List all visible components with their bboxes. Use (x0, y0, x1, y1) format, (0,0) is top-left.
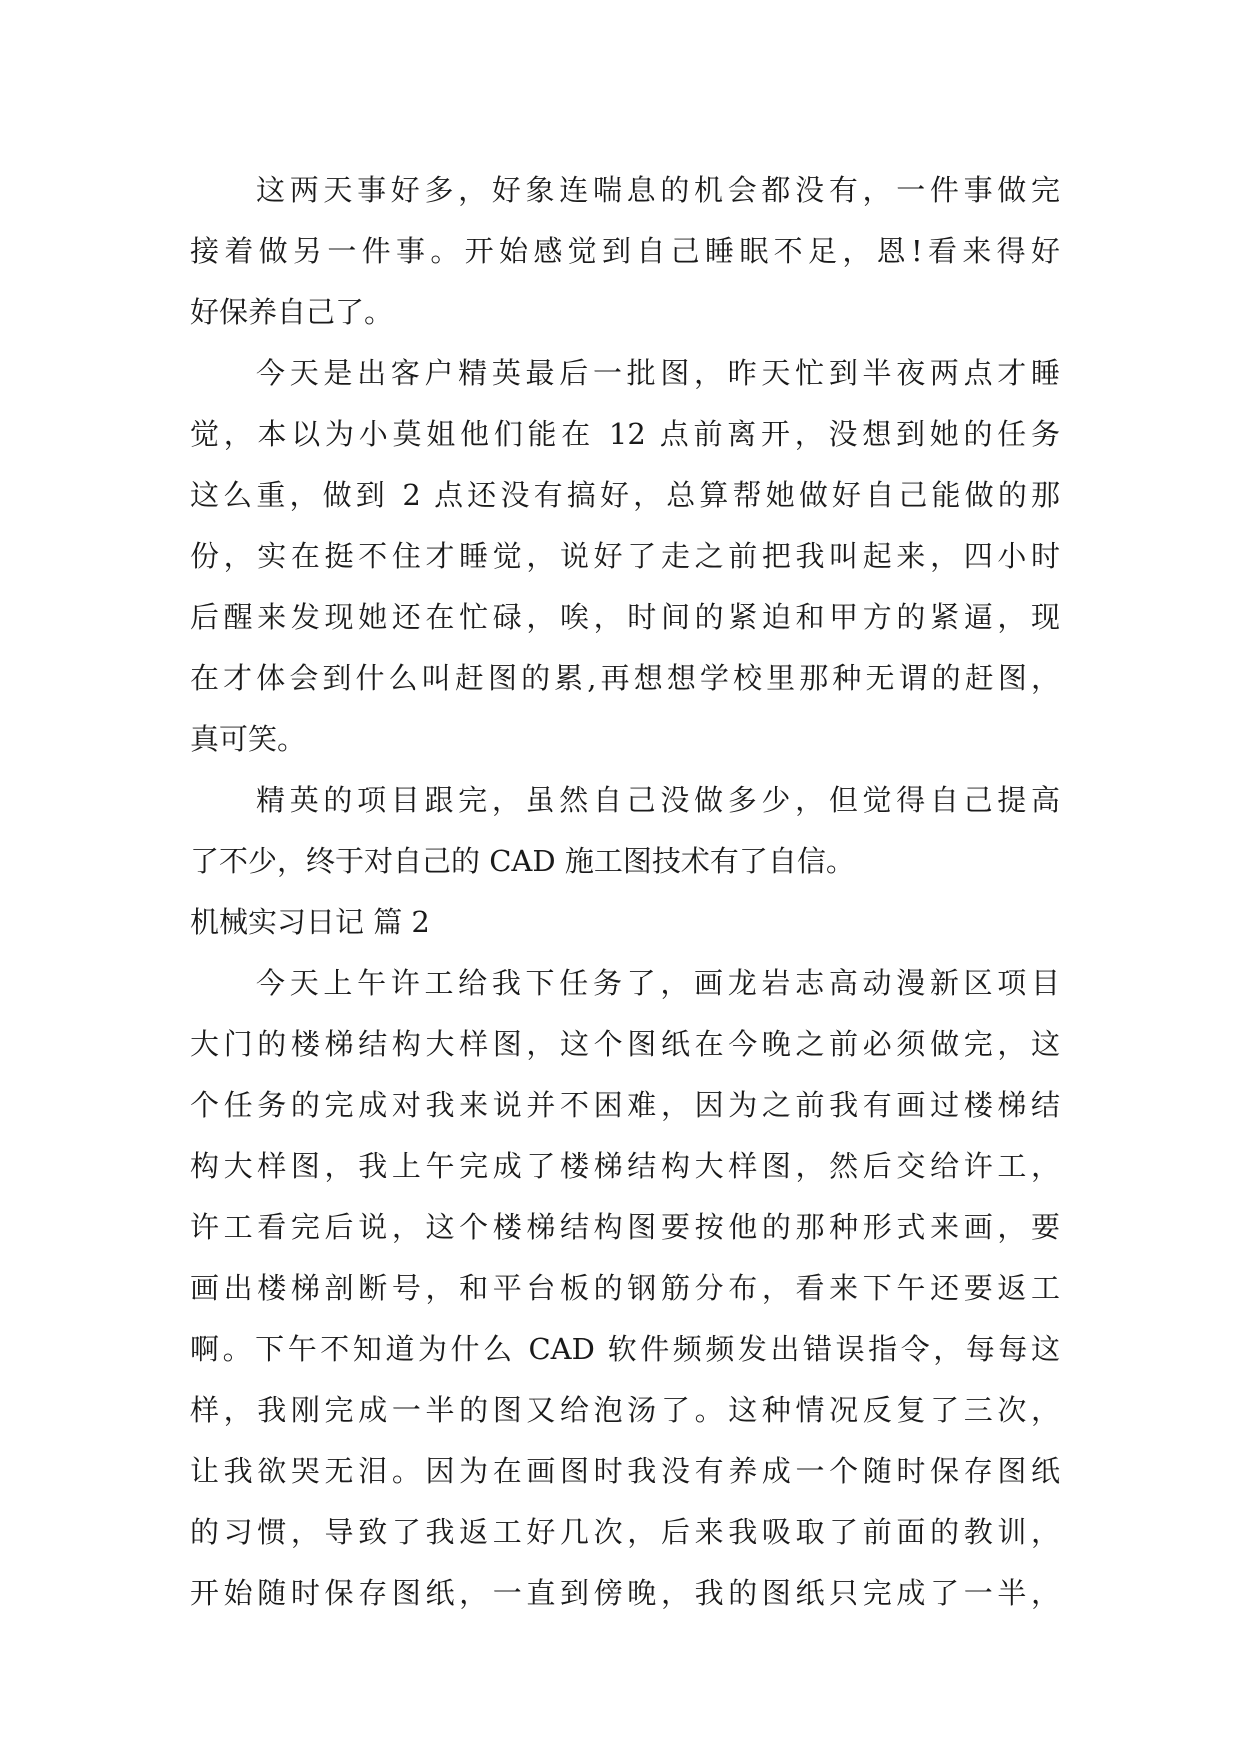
text-line: 了不少，终于对自己的 CAD 施工图技术有了自信。 (190, 844, 855, 878)
text-line: 接着做另一件事。开始感觉到自己睡眠不足，恩!看来得好 (190, 234, 1060, 268)
text-line: 今天是出客户精英最后一批图，昨天忙到半夜两点才睡 (256, 356, 1060, 390)
text-line: 啊。下午不知道为什么 CAD 软件频频发出错误指令，每每这 (190, 1332, 1060, 1366)
text-line: 开始随时保存图纸，一直到傍晚，我的图纸只完成了一半， (190, 1576, 1060, 1610)
text-line: 觉，本以为小莫姐他们能在 12 点前离开，没想到她的任务 (190, 417, 1060, 451)
text-line: 今天上午许工给我下任务了，画龙岩志高动漫新区项目 (256, 966, 1060, 1000)
text-line: 精英的项目跟完，虽然自己没做多少，但觉得自己提高 (256, 783, 1060, 817)
text-line: 这么重，做到 2 点还没有搞好，总算帮她做好自己能做的那 (190, 478, 1060, 512)
section-heading-text: 机械实习日记 篇 2 (190, 905, 430, 939)
text-line: 样，我刚完成一半的图又给泡汤了。这种情况反复了三次， (190, 1393, 1060, 1427)
text-line: 在才体会到什么叫赶图的累,再想想学校里那种无谓的赶图， (190, 661, 1060, 695)
text-line: 许工看完后说，这个楼梯结构图要按他的那种形式来画，要 (190, 1210, 1060, 1244)
text-line: 大门的楼梯结构大样图，这个图纸在今晚之前必须做完，这 (190, 1027, 1060, 1061)
text-line: 这两天事好多，好象连喘息的机会都没有，一件事做完 (256, 173, 1060, 207)
document-page (190, 160, 1060, 1624)
section-heading (190, 892, 1060, 953)
paragraph-1 (190, 160, 1060, 343)
text-line: 份，实在挺不住才睡觉，说好了走之前把我叫起来，四小时 (190, 539, 1060, 573)
paragraph-4 (190, 953, 1060, 1624)
text-line: 画出楼梯剖断号，和平台板的钢筋分布，看来下午还要返工 (190, 1271, 1060, 1305)
text-line: 真可笑。 (190, 722, 307, 756)
text-line: 构大样图，我上午完成了楼梯结构大样图，然后交给许工， (190, 1149, 1060, 1183)
text-line: 后醒来发现她还在忙碌，唉，时间的紧迫和甲方的紧逼，现 (190, 600, 1060, 634)
text-line: 个任务的完成对我来说并不困难，因为之前我有画过楼梯结 (190, 1088, 1060, 1122)
paragraph-3 (190, 770, 1060, 892)
paragraph-2 (190, 343, 1060, 770)
text-line: 好保养自己了。 (190, 295, 394, 329)
text-line: 的习惯，导致了我返工好几次，后来我吸取了前面的教训， (190, 1515, 1060, 1549)
text-line: 让我欲哭无泪。因为在画图时我没有养成一个随时保存图纸 (190, 1454, 1060, 1488)
